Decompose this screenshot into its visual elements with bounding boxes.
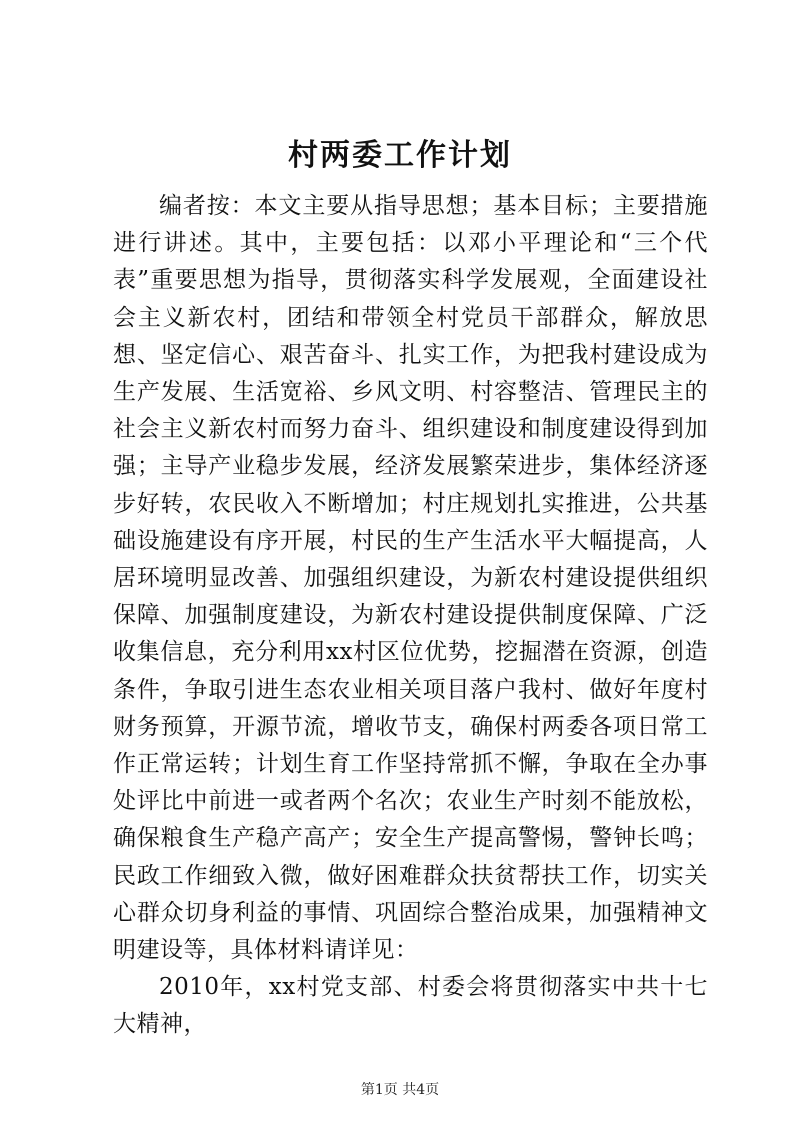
document-body: [113, 188, 708, 1044]
document-title: 村两委工作计划: [288, 138, 512, 173]
plan-intro-paragraph: 2010年，xx村党支部、村委会将贯彻落实中共十七大精神，: [113, 974, 708, 1038]
editor-note-paragraph: 编者按：本文主要从指导思想；基本目标；主要措施进行讲述。其中，主要包括：以邓小平理论和“三个代表”重要思想为指导，贯彻落实科学发展观，全面建设社会主义新农村，团结和带领全村党员干部群众，解放思想、坚定信心、艰苦奋斗、扎实工作，为把我村建设成为生产发展、生活宽裕、乡风文明、村容整洁、管理民主的社会主义新农村而努力奋斗、组织建设和制度建设得到加强；主导产业稳步发展，经济发展繁荣进步，集体经济逐步好转，农民收入不断增加；村庄规划扎实推进，公共基础设施建设有序开展，村民的生产生活水平大幅提高，人居环境明显改善、加强组织建设，为新农村建设提供组织保障、加强制度建设，为新农村建设提供制度保障、广泛收集信息，充分利用xx村区位优势，挖掘潜在资源，创造条件，争取引进生态农业相关项目落户我村、做好年度村财务预算，开源节流，增收节支，确保村两委各项日常工作正常运转；计划生育工作坚持常抓不懈，争取在全办事处评比中前进一或者两个名次；农业生产时刻不能放松，确保粮食生产稳产高产；安全生产提高警惕，警钟长鸣；民政工作细致入微，做好困难群众扶贫帮扶工作，切实关心群众切身利益的事情、巩固综合整治成果，加强精神文明建设等，具体材料请详见：: [113, 193, 708, 964]
page-number-footer: 第1页 共4页: [360, 1082, 440, 1098]
